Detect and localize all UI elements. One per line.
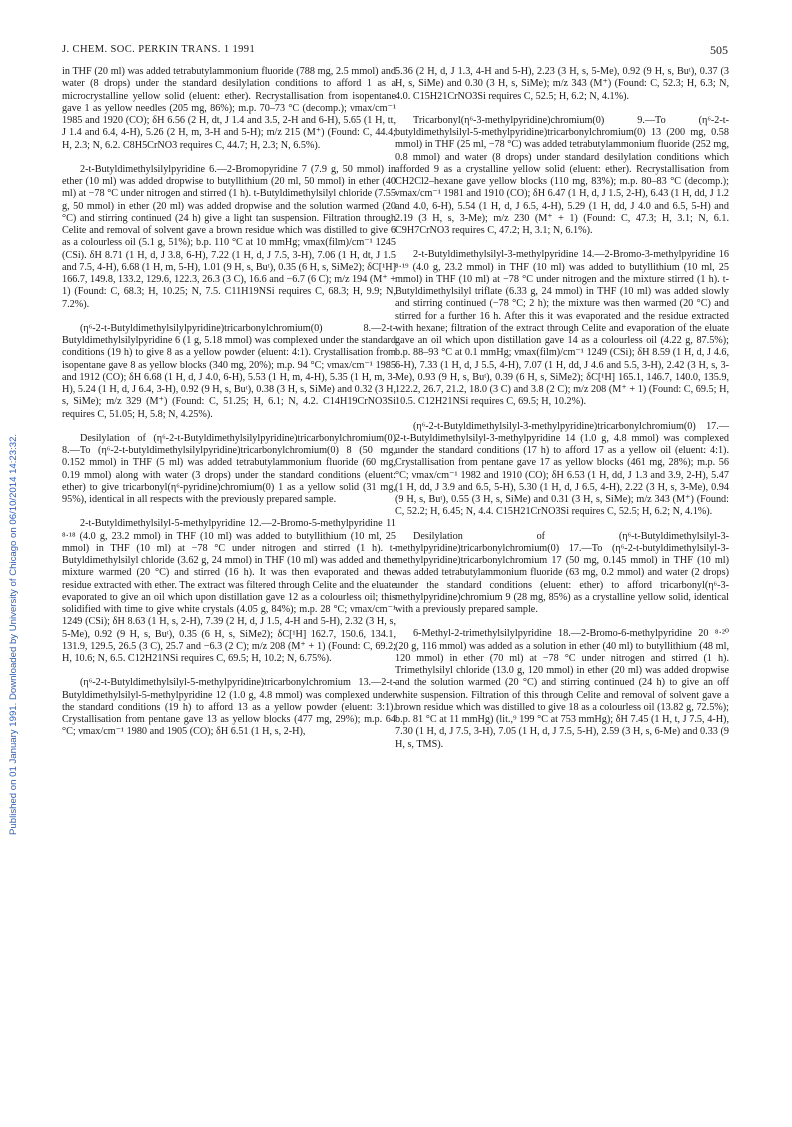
left-column	[62, 66, 396, 739]
paragraph: (η⁶-2-t-Butyldimethylsilyl-5-methylpyridine)tricarbonylchromium 13.—2-t-Butyldimethylsilyl-5-methylpyridine 12 (1.0 g, 4.8 mmol) was complexed under the standard conditions (19 h) to afford 13 as a yellow powder (eluent: 3:1). Crystallisation from pentane gave 13 as yellow blocks (477 mg, 29%); m.p. 64 °C; νmax/cm⁻¹ 1980 and 1905 (CO); δH 6.51 (1 H, s, 2-H),	[62, 677, 396, 738]
paragraph: Desilylation of (η⁶-t-Butyldimethylsilyl-3-methylpyridine)tricarbonylchromium(0) 17.—To (η⁶-2-t-butyldimethylsilyl-3-methylpyridine)tricarbonylchromium 17 (50 mg, 0.145 mmol) in THF (10 ml) was added tetrabutylammonium fluoride (63 mg, 0.2 mmol) and water (2 drops) under the standard conditions (eluent: ether) to afford tricarbonyl(η⁶-3-methylpyridine)chromium 9 (28 mg, 85%) as a crystalline yellow solid, identical with a previously prepared sample.	[395, 530, 729, 615]
paragraph: Desilylation of (η⁶-2-t-Butyldimethylsilylpyridine)tricarbonylchromium(0) 8.—To (η⁶-2-t-butyldimethylsilylpyridine)tricarbonylchromium(0) 8 (50 mg, 0.152 mmol) in THF (5 ml) was added tetrabutylammonium fluoride (60 mg, 0.19 mmol) along with water (3 drops) under the standard conditions (eluent: ether) to give tricarbonyl(η⁶-pyridine)chromium(0) 1 as a yellow solid (31 mg, 95%), identical in all respects with the previously prepared sample.	[62, 432, 396, 505]
paragraph: Tricarbonyl(η⁶-3-methylpyridine)chromium(0) 9.—To (η⁶-2-t-butyldimethylsilyl-5-methylpyridine)tricarbonylchromium(0) 13 (200 mg, 0.58 mmol) in THF (25 ml, −78 °C) was added tetrabutylammonium fluoride (252 mg, 0.8 mmol) and water (8 drops) under standard desilylation conditions which afforded 9 as a crystalline yellow solid (eluent: ether). Recrystallisation from CH2Cl2–hexane gave yellow blocks (110 mg, 83%); m.p. 80–83 °C (decomp.); νmax/cm⁻¹ 1981 and 1910 (CO); δH 6.47 (1 H, d, J 1.5, 2-H), 6.43 (1 H, dd, J 1.2 and 4.0, 6-H), 5.54 (1 H, d, J 6.5, 4-H), 5.29 (1 H, dd, J 4.0 and 6.5, 5-H) and 2.19 (3 H, s, 3-Me); m/z 230 (M⁺ + 1) (Found: C, 47.3; H, 3.1; N, 6.1. C9H7CrNO3 requires C, 47.2; H, 3.1; N, 6.1%).	[395, 114, 729, 236]
paragraph: 2-t-Butyldimethylsilylpyridine 6.—2-Bromopyridine 7 (7.9 g, 50 mmol) in ether (10 ml) was added dropwise to butyllithium (20 ml, 50 mmol) in ether (40 ml) at −78 °C under nitrogen and stirred (1 h). t-Butyldimethylsilyl chloride (7.55 g, 50 mmol) in ether (20 ml) was added dropwise and the solution warmed (20 °C) and stirring continued (24 h) give a light tan suspension. Filtration through Celite and removal of solvent gave a brown residue which was distilled to give 6 as a colourless oil (5.1 g, 51%); b.p. 110 °C at 10 mmHg; νmax(film)/cm⁻¹ 1245 (CSi). δH 8.71 (1 H, d, J 3.8, 6-H), 7.22 (1 H, d, J 7.5, 3-H), 7.06 (1 H, dt, J 1.5 and 7.5, 4-H), 6.68 (1 H, m, 5-H), 1.01 (9 H, s, Buᵗ), 0.35 (6 H, s, SiMe2); δC[¹H] 166.7, 149.8, 133.2, 129.6, 122.3, 26.3 (3 C), 16.6 and −6.7 (6 C); m/z 194 (M⁺ + 1) (Found: C, 68.3; H, 10.25; N, 7.5. C11H19NSi requires C, 68.3; H, 9.9; N, 7.2%).	[62, 163, 396, 310]
download-watermark	[8, 195, 20, 835]
watermark-text: Published on 01 January 1991. Downloaded by University of Chicago on 06/10/2014 14:23:32.	[8, 433, 19, 835]
paragraph: in THF (20 ml) was added tetrabutylammonium fluoride (788 mg, 2.5 mmol) and water (8 drops) under the standard desilylation conditions to afford 1 as a microcrystalline yellow solid (eluent: ether). Recrystallisation from isopentane gave 1 as yellow needles (205 mg, 86%); m.p. 70–73 °C (decomp.); νmax/cm⁻¹ 1985 and 1920 (CO); δH 6.56 (2 H, dt, J 1.4 and 3.5, 2-H and 6-H), 5.65 (1 H, tt, J 1.4 and 6.4, 4-H), 5.26 (2 H, m, 3-H and 5-H); m/z 215 (M⁺) (Found: C, 44.4; H, 2.3; N, 6.2. C8H5CrNO3 requires C, 44.7; H, 2.3; N, 6.5%).	[62, 66, 396, 151]
right-column	[395, 66, 729, 751]
running-header: J. CHEM. SOC. PERKIN TRANS. 1 1991	[62, 44, 256, 55]
paragraph: 6-Methyl-2-trimethylsilylpyridine 18.—2-Bromo-6-methylpyridine 20 ⁸·²⁰ (20 g, 116 mmol) was added as a solution in ether (40 ml) to butyllithium (48 ml, 120 mmol) in ether (70 ml) at −78 °C under nitrogen and stirred (1 h). Trimethylsilyl chloride (13.0 g, 120 mmol) in ether (20 ml) was added dropwise and the solution warmed (20 °C) and stirring continued (24 h) to give an off white suspension. Filtration of this through Celite and removal of solvent gave a brown residue which was distilled to give 18 as a colourless oil (13.82 g, 72.5%); b.p. 81 °C at 11 mmHg) (lit.,⁹ 199 °C at 753 mmHg); δH 7.45 (1 H, t, J 7.5, 4-H), 7.30 (1 H, d, J 7.5, 3-H), 7.05 (1 H, d, J 7.5, 5-H), 2.59 (3 H, s, 6-Me) and 0.33 (9 H, s, TMS).	[395, 628, 729, 750]
page-number: 505	[710, 43, 728, 57]
paragraph: (η⁶-2-t-Butyldimethylsilylpyridine)tricarbonylchromium(0) 8.—2-t-Butyldimethylsilylpyridine 6 (1 g, 5.18 mmol) was complexed under the standard conditions (19 h) to give 8 as a yellow powder (eluent: 4:1). Crystallisation from isopentane gave 8 as yellow blocks (340 mg, 20%); m.p. 94 °C; νmax/cm⁻¹ 1985 and 1912 (CO); δH 6.68 (1 H, d, J 4.0, 6-H), 5.53 (1 H, m, 4-H), 5.35 (1 H, m, 3-H), 5.24 (1 H, d, J 6.4, 3-H), 0.92 (9 H, s, Buᵗ), 0.38 (3 H, s, SiMe) and 0.32 (3 H, s, SiMe); m/z 329 (M⁺) (Found: C, 51.25; H, 6.1; N, 4.2. C14H19CrNO3Si requires C, 51.05; H, 5.8; N, 4.25%).	[62, 322, 396, 420]
paragraph: 5.36 (2 H, d, J 1.3, 4-H and 5-H), 2.23 (3 H, s, 5-Me), 0.92 (9 H, s, Buᵗ), 0.37 (3 H, s, SiMe) and 0.30 (3 H, s, SiMe); m/z 343 (M⁺) (Found: C, 52.3; H, 6.3; N, 4.0. C15H21CrNO3Si requires C, 52.5; H, 6.2; N, 4.1%).	[395, 66, 729, 102]
paragraph: 2-t-Butyldimethylsilyl-5-methylpyridine 12.—2-Bromo-5-methylpyridine 11 ⁸·¹⁸ (4.0 g, 23.2 mmol) in THF (10 ml) was added to butyllithium (10 ml, 25 mmol) in THF (10 ml) at −78 °C under nitrogen and stirred (1 h). t-Butyldimethylsilyl chloride (3.62 g, 24 mmol) in THF (10 ml) was added and the mixture warmed (20 °C) and stirred (16 h). It was then evaporated and the residue extracted with ether. The extract was filtered through Celite and the eluate evaporated to give an oil which upon distillation gave 12 as a colourless oil; this solidified with time to give white crystals (4.05 g, 84%); m.p. 28 °C; νmax/cm⁻¹ 1249 (CSi); δH 8.63 (1 H, s, 2-H), 7.39 (2 H, d, J 1.5, 4-H and 5-H), 2.32 (3 H, s, 5-Me), 0.92 (9 H, s, Buᵗ), 0.35 (6 H, s, SiMe2); δC[¹H] 162.7, 150.6, 134.1, 131.9, 129.5, 26.5 (3 C), 25.7 and −6.3 (2 C); m/z 208 (M⁺ + 1) (Found: C, 69.2; H, 10.6; N, 6.5. C12H21NSi requires C, 69.5; H, 10.2; N, 6.75%).	[62, 518, 396, 664]
paragraph: 2-t-Butyldimethylsilyl-3-methylpyridine 14.—2-Bromo-3-methylpyridine 16 ⁸·¹⁹ (4.0 g, 23.2 mmol) in THF (10 ml) was added to butyllithium (10 ml, 25 mmol) in THF (10 ml) at −78 °C under nitrogen and the mixture stirred (1 h). t-Butyldimethylsilyl triflate (6.33 g, 24 mmol) in THF (10 ml) was added slowly and stirring continued (−78 °C; 2 h); the mixture was then warmed (20 °C) and stirred for a further 16 h. After this it was evaporated and the residue extracted with hexane; filtration of the extract through Celite and evaporation of the eluate gave an oil which upon distillation gave 14 as a colourless oil (4.22 g, 87.5%); b.p. 88–93 °C at 0.1 mmHg; νmax(film)/cm⁻¹ 1249 (CSi); δH 8.59 (1 H, d, J 4.6, 6-H), 7.33 (1 H, d, J 5.5, 4-H), 7.07 (1 H, dd, J 4.6 and 5.5, 3-H), 2.42 (3 H, s, 3-Me), 0.93 (9 H, s, Buᵗ), 0.39 (6 H, s, SiMe2); δC[¹H] 165.1, 146.7, 140.0, 135.9, 122.2, 26.7, 21.2, 18.0 (3 C) and 3.8 (2 C); m/z 208 (M⁺ + 1) (Found: C, 69.5; H, 10.5. C12H21NSi requires C, 69.5; H, 10.2%).	[395, 249, 729, 408]
paragraph: (η⁶-2-t-Butyldimethylsilyl-3-methylpyridine)tricarbonylchromium(0) 17.—2-t-Butyldimethylsilyl-3-methylpyridine 14 (1.0 g, 4.8 mmol) was complexed under the standard conditions (17 h) to afford 17 as a yellow oil (eluent: 4:1). Crystallisation from pentane gave 17 as yellow blocks (461 mg, 28%); m.p. 56 °C; νmax/cm⁻¹ 1982 and 1910 (CO); δH 6.53 (1 H, dd, J 1.3 and 3.9, 2-H), 5.47 (1 H, dd, J 3.9 and 6.5, 5-H), 5.30 (1 H, d, J 6.5, 4-H), 2.22 (3 H, s, 3-Me), 0.94 (9 H, s, Buᵗ), 0.55 (3 H, s, SiMe) and 0.31 (3 H, s, SiMe); m/z 343 (M⁺) (Found: C, 52.2; H, 6.45; N, 4.4. C15H21CrNO3Si requires C, 52.5; H, 6.2; N, 4.1%).	[395, 420, 729, 518]
